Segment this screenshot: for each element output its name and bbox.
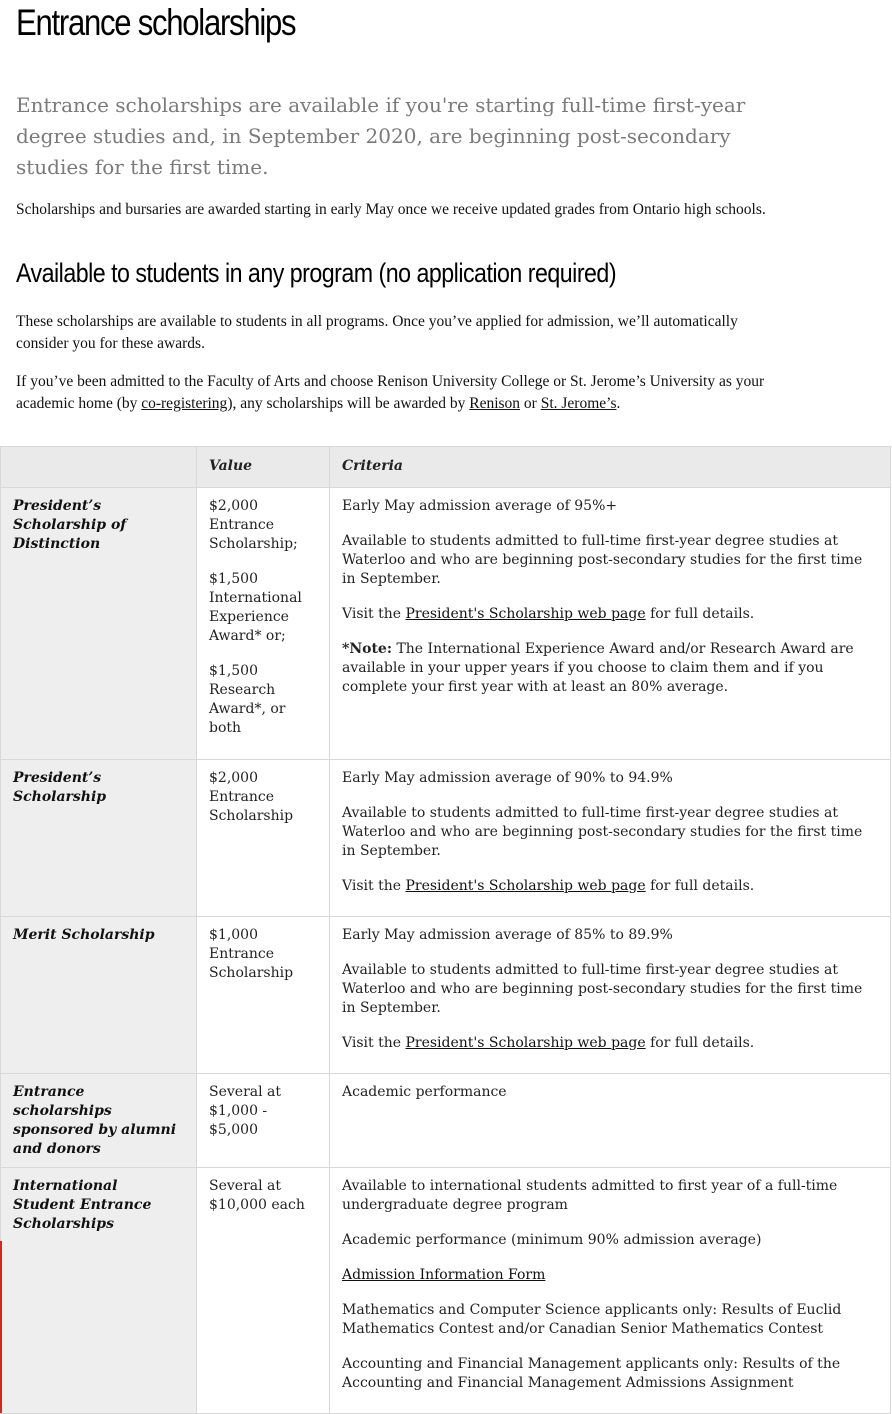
section-paragraph-2	[16, 371, 776, 415]
text-segment: for full details.	[645, 1035, 755, 1051]
criteria-line: Available to students admitted to full-time first-year degree studies at Waterloo and who are beginning post-secondary studies for the first time in September.	[342, 962, 863, 1016]
scholarship-value	[197, 488, 330, 760]
scholarship-name: Merit Scholarship	[1, 917, 197, 1074]
text-segment: Visit the	[342, 878, 406, 894]
criteria-line: Available to students admitted to full-time first-year degree studies at Waterloo and who are beginning post-secondary studies for the first time in September.	[342, 805, 863, 859]
scholarship-name: President’s Scholarship	[1, 760, 197, 917]
text-segment: or	[520, 395, 541, 412]
criteria-line: Early May admission average of 95%+	[342, 498, 618, 514]
table-header-row	[1, 447, 891, 488]
scholarship-name: Entrance scholarships sponsored by alumni and donors	[1, 1074, 197, 1168]
criteria-line: Academic performance	[342, 1084, 507, 1100]
accent-bar	[0, 1241, 2, 1413]
criteria-line: Early May admission average of 90% to 94.9%	[342, 770, 673, 786]
criteria-line: Mathematics and Computer Science applicants only: Results of Euclid Mathematics Contest and/or Canadian Senior Mathematics Contest	[342, 1302, 842, 1337]
intro-paragraph: Scholarships and bursaries are awarded starting in early May once we receive updated grades from Ontario high schools.	[16, 201, 766, 218]
criteria-line: Available to international students admitted to first year of a full-time undergraduate degree program	[342, 1178, 838, 1213]
text-segment: Visit the	[342, 1035, 406, 1051]
criteria-visit	[342, 605, 878, 624]
criteria-line: Accounting and Financial Management applicants only: Results of the Accounting and Financial Management Admissions Assignment	[342, 1356, 841, 1391]
table-row	[1, 760, 891, 917]
scholarship-criteria	[330, 488, 891, 760]
presidents-scholarship-link[interactable]: President's Scholarship web page	[405, 878, 646, 894]
criteria-note	[342, 640, 878, 697]
criteria-line: Academic performance (minimum 90% admission average)	[342, 1232, 762, 1248]
table-row	[1, 1168, 891, 1414]
section-paragraph-1: These scholarships are available to students in all programs. Once you’ve applied for admission, we’ll automatically consider you for these awards.	[16, 313, 738, 352]
criteria-line: Available to students admitted to full-time first-year degree studies at Waterloo and who are beginning post-secondary studies for the first time in September.	[342, 533, 863, 587]
scholarship-criteria	[330, 1074, 891, 1168]
text-segment: for full details.	[645, 606, 755, 622]
header-name	[1, 447, 197, 488]
presidents-scholarship-link[interactable]: President's Scholarship web page	[405, 606, 646, 622]
value-line: $2,000 Entrance Scholarship;	[209, 498, 298, 552]
scholarship-criteria	[330, 760, 891, 917]
criteria-visit	[342, 1034, 878, 1053]
text-segment: Visit the	[342, 606, 406, 622]
scholarship-value: Several at $1,000 - $5,000	[197, 1074, 330, 1168]
presidents-scholarship-link[interactable]: President's Scholarship web page	[405, 1035, 646, 1051]
table-row	[1, 917, 891, 1074]
co-registering-link[interactable]: co-registering	[141, 395, 228, 412]
st-jeromes-link[interactable]: St. Jerome’s	[540, 395, 617, 412]
scholarship-criteria	[330, 917, 891, 1074]
text-segment: If you’ve been admitted to the Faculty of Arts and choose Renison University College or St. Jerome’s University as your academic home (by	[16, 373, 765, 412]
note-label: *Note:	[342, 641, 392, 657]
criteria-visit	[342, 877, 878, 896]
table-row	[1, 1074, 891, 1168]
text-segment: for full details.	[645, 878, 755, 894]
header-value: Value	[197, 447, 330, 488]
scholarship-value: Several at $10,000 each	[197, 1168, 330, 1414]
scholarship-name: International Student Entrance Scholarships	[1, 1168, 197, 1414]
scholarship-value: $1,000 Entrance Scholarship	[197, 917, 330, 1074]
note-text: The International Experience Award and/or Research Award are available in your upper years if you choose to claim them and if you complete your first year with at least an 80% average.	[342, 641, 854, 695]
scholarship-criteria	[330, 1168, 891, 1414]
scholarships-table	[0, 446, 891, 1414]
value-line: $1,500 Research Award*, or both	[209, 663, 286, 736]
admission-information-form-link[interactable]: Admission Information Form	[342, 1267, 546, 1283]
lead-paragraph: Entrance scholarships are available if you're starting full-time first-year degree studies and, in September 2020, are beginning post-secondary studies for the first time.	[16, 93, 746, 179]
section-heading: Available to students in any program (no application required)	[16, 258, 617, 288]
criteria-link-line	[342, 1266, 878, 1285]
table-row	[1, 488, 891, 760]
text-segment: ), any scholarships will be awarded by	[227, 395, 470, 412]
criteria-line: Early May admission average of 85% to 89.9%	[342, 927, 673, 943]
scholarship-name: President’s Scholarship of Distinction	[1, 488, 197, 760]
renison-link[interactable]: Renison	[469, 395, 521, 412]
header-criteria: Criteria	[330, 447, 891, 488]
page-title: Entrance scholarships	[16, 2, 296, 43]
text-segment: .	[616, 395, 621, 412]
value-line: $1,500 International Experience Award* or;	[209, 571, 302, 644]
scholarship-value: $2,000 Entrance Scholarship	[197, 760, 330, 917]
